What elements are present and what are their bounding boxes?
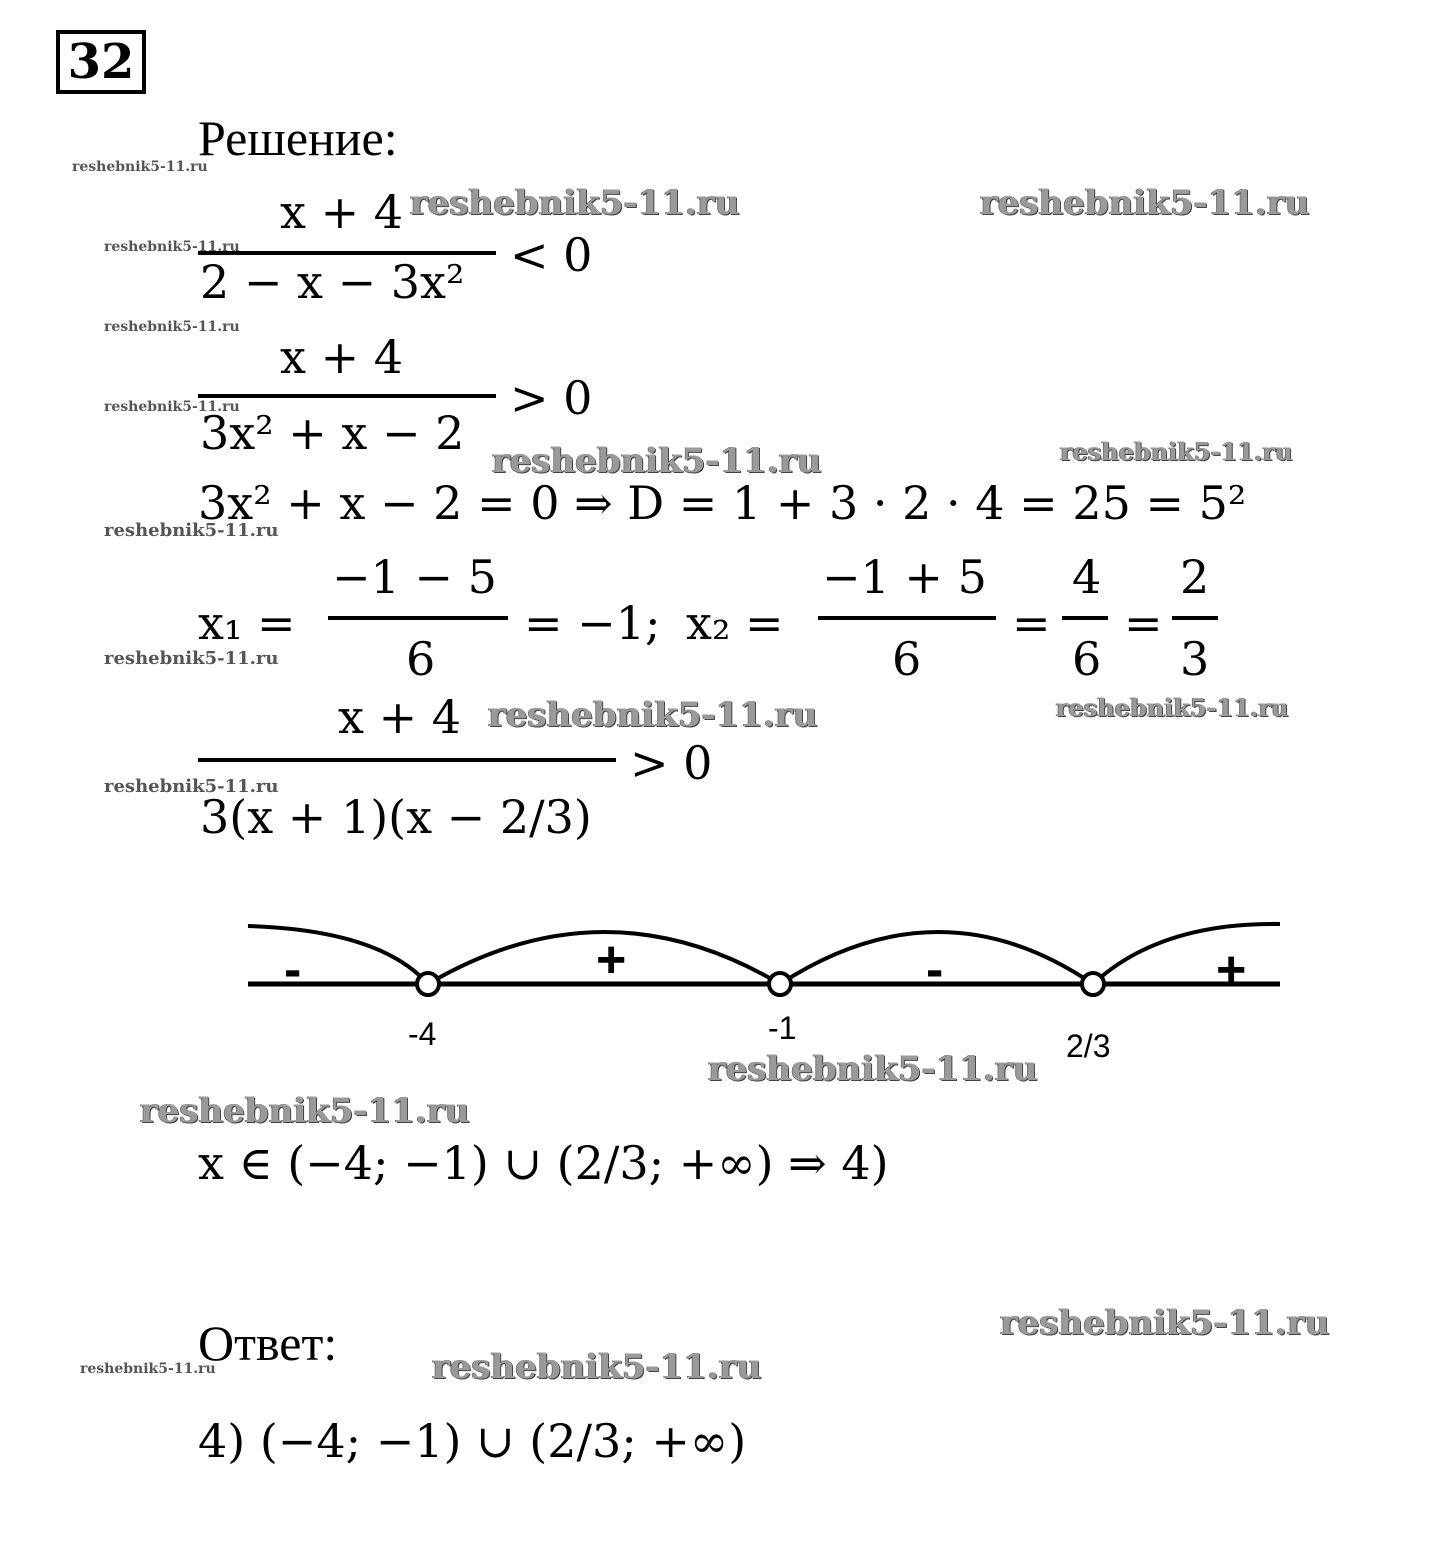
problem-number: 32 (56, 30, 146, 94)
sign-arc-4 (1093, 924, 1280, 984)
answer-value: 4) (−4; −1) ∪ (2/3; +∞) (198, 1414, 747, 1468)
point-open-circle (1082, 973, 1104, 995)
sign-interval-4: + (1216, 941, 1247, 999)
point-label: -4 (408, 1016, 437, 1052)
watermark: reshebnik5-11.ru (104, 399, 240, 415)
point-label: -1 (768, 1010, 797, 1046)
step5-numerator: x + 4 (338, 690, 461, 744)
solution-heading: Решение: (198, 110, 398, 166)
step2-relation: > 0 (510, 371, 593, 425)
answer-heading: Ответ: (198, 1315, 338, 1371)
x2-frac1-bar (1062, 616, 1108, 620)
watermark: reshebnik5-11.ru (104, 776, 279, 797)
x2-frac1-numerator: 4 (1072, 550, 1102, 604)
point-label: 2/3 (1066, 1028, 1111, 1064)
watermark: reshebnik5-11.ru (80, 1361, 216, 1377)
x2-equals-2: = (1124, 596, 1163, 650)
step2-fraction-bar (198, 394, 496, 398)
x2-frac1-denominator: 6 (1072, 632, 1102, 686)
step1-denominator: 2 − x − 3x² (200, 255, 465, 309)
watermark: reshebnik5-11.ru (1056, 693, 1289, 722)
watermark: reshebnik5-11.ru (432, 1347, 762, 1387)
x2-frac2-bar (1172, 616, 1218, 620)
step1-relation: < 0 (510, 228, 593, 282)
step5-fraction-bar (198, 758, 616, 762)
sign-interval-1: - (284, 941, 302, 999)
x2-numerator: −1 + 5 (822, 550, 987, 604)
x2-label: x₂ = (686, 596, 784, 650)
point-open-circle (769, 973, 791, 995)
watermark: reshebnik5-11.ru (104, 520, 279, 541)
discriminant-line: 3x² + x − 2 = 0 ⇒ D = 1 + 3 · 2 · 4 = 25 = 5² (198, 476, 1247, 530)
step5-denominator: 3(x + 1)(x − 2/3) (200, 790, 592, 844)
step5-relation: > 0 (630, 736, 713, 790)
x2-denominator: 6 (892, 632, 922, 686)
watermark: reshebnik5-11.ru (1000, 1303, 1330, 1343)
x1-numerator: −1 − 5 (332, 550, 497, 604)
x1-fraction-bar (328, 616, 508, 620)
x2-equals: = (1012, 596, 1051, 650)
step1-numerator: x + 4 (280, 185, 403, 239)
sign-interval-3: - (926, 941, 944, 999)
x1-result: = −1; (524, 596, 661, 650)
watermark: reshebnik5-11.ru (140, 1091, 470, 1131)
roots-line (198, 548, 1248, 688)
watermark: reshebnik5-11.ru (104, 648, 279, 669)
x2-fraction-bar (818, 616, 996, 620)
watermark: reshebnik5-11.ru (492, 441, 822, 481)
watermark: reshebnik5-11.ru (410, 183, 740, 223)
step2-denominator: 3x² + x − 2 (200, 406, 465, 460)
watermark: reshebnik5-11.ru (104, 319, 240, 335)
watermark: reshebnik5-11.ru (1060, 437, 1293, 466)
point-open-circle (417, 973, 439, 995)
watermark: reshebnik5-11.ru (488, 695, 818, 735)
sign-arc-1 (248, 926, 428, 984)
watermark: reshebnik5-11.ru (72, 159, 208, 175)
step2-fraction (198, 330, 498, 460)
watermark: reshebnik5-11.ru (708, 1049, 1038, 1089)
x2-frac2-numerator: 2 (1180, 550, 1210, 604)
x1-denominator: 6 (406, 632, 436, 686)
solution-set: x ∈ (−4; −1) ∪ (2/3; +∞) ⇒ 4) (198, 1136, 889, 1190)
x2-frac2-denominator: 3 (1180, 632, 1210, 686)
step2-numerator: x + 4 (280, 330, 403, 384)
watermark: reshebnik5-11.ru (980, 183, 1310, 223)
x1-label: x₁ = (198, 596, 296, 650)
sign-chart (240, 900, 1290, 1064)
watermark: reshebnik5-11.ru (104, 239, 240, 255)
sign-interval-2: + (596, 931, 627, 989)
